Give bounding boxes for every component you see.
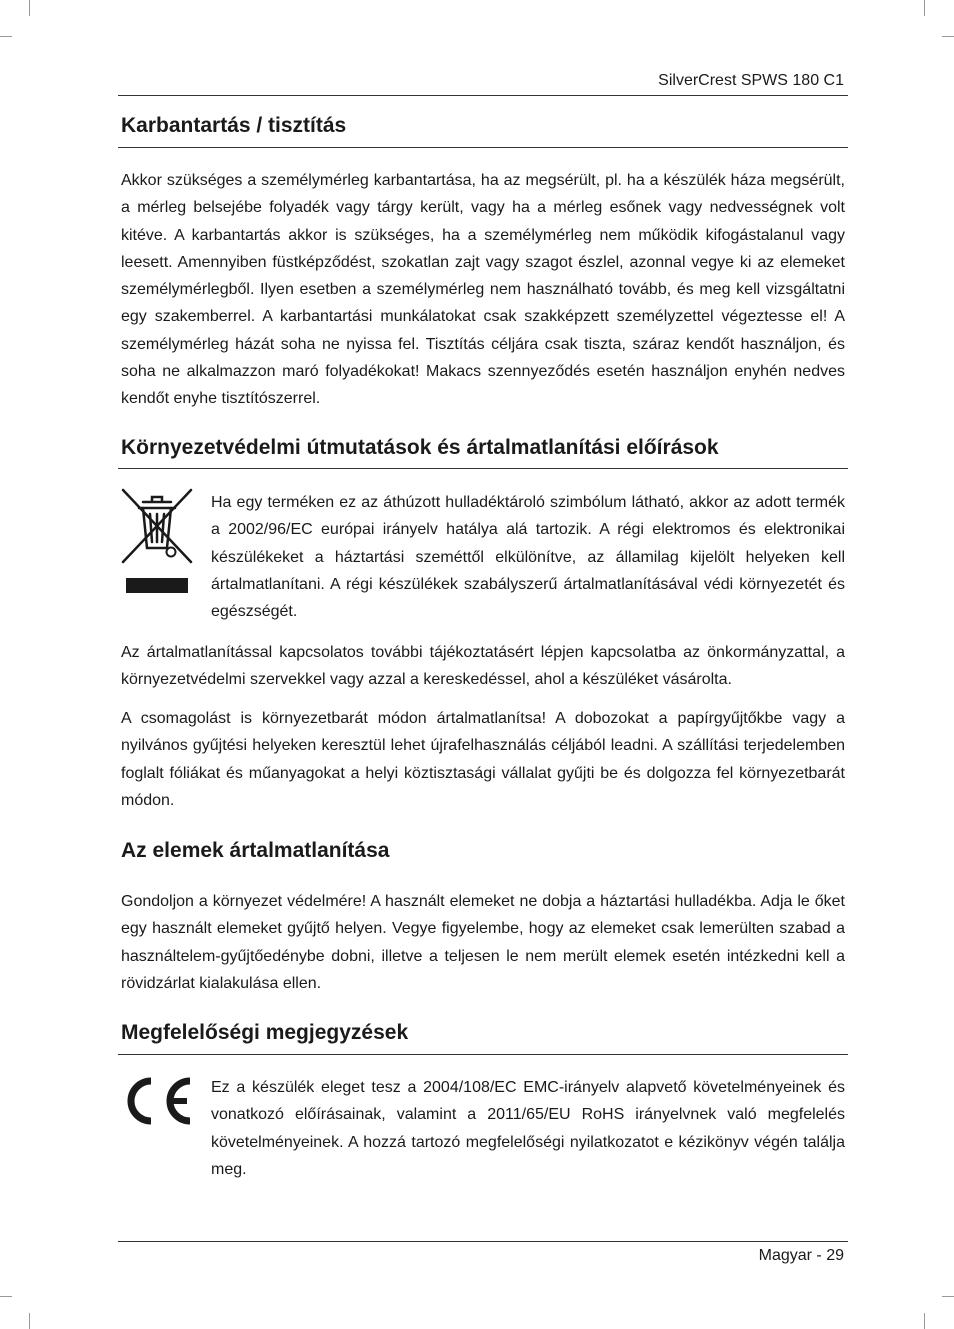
section-heading-maintenance: Karbantartás / tisztítás — [121, 114, 347, 137]
crop-mark — [942, 1296, 954, 1297]
section-rule — [118, 1054, 848, 1055]
crop-mark — [29, 0, 30, 16]
crop-mark — [0, 1296, 12, 1297]
header-model: SilverCrest SPWS 180 C1 — [658, 72, 844, 89]
footer-rule — [118, 1241, 848, 1242]
section-rule — [118, 468, 848, 469]
crop-mark — [924, 1313, 925, 1329]
crossed-out-bin-icon — [119, 486, 195, 598]
batteries-paragraph: Gondoljon a környezet védelmére! A használt elemeket ne dobja a háztartási hulladékba. Adja le őket egy használt elemeket gyűjtő helyen. Vegye figyelembe, hogy az elemeket csak lemerülten szabad a használtelem-gyűjtőedénybe dobni, illetve a teljesen le nem merült elemek esetén intézkedni kell a rövidzárlat kialakulása ellen. — [121, 893, 845, 992]
crop-mark — [924, 0, 925, 16]
weee-paragraph: Ha egy terméken ez az áthúzott hulladéktároló szimbólum látható, akkor az adott termék a 2002/96/EC európai irányelv hatálya alá tartozik. A régi elektromos és elektronikai készülékeket a háztartási szeméttől elkülönítve, az államilag kijelölt helyeken kell ártalmatlanítani. A régi készülékek szabályszerű ártalmatlanításával védi környezetét és egészségét. — [211, 494, 845, 621]
environment-paragraph-2: Az ártalmatlanítással kapcsolatos további tájékoztatásért lépjen kapcsolatba az önkormányzattal, a környezetvédelmi szervekkel vagy azzal a kereskedéssel, ahol a készüléket vásárolta. — [121, 644, 845, 689]
section-heading-conformity: Megfelelőségi megjegyzések — [121, 1021, 409, 1044]
header-rule — [118, 95, 848, 96]
conformity-paragraph: Ez a készülék eleget tesz a 2004/108/EC EMC-irányelv alapvető követelményeinek és vonatkozó előírásainak, valamint a 2011/65/EU RoHS irányelvnek való megfelelés követelményeinek. A hozzá tartozó megfelelőségi nyilatkozatot e kézikönyv végén találja meg. — [211, 1079, 845, 1178]
crop-mark — [29, 1313, 30, 1329]
crop-mark — [942, 36, 954, 37]
page-number: Magyar - 29 — [758, 1247, 844, 1264]
maintenance-paragraph: Akkor szükséges a személymérleg karbantartása, ha az megsérült, pl. ha a készülék háza megsérült, a mérleg belsejébe folyadék vagy tárgy került, vagy ha a mérleg esőnek vagy nedvességnek volt kitéve. A karbantartás akkor is szükséges, ha a személymérleg nem működik kifogástalanul vagy leesett. Amennyiben füstképződést, szokatlan zajt vagy szagot észlel, azonnal vegye ki az elemeket személymérlegből. Ilyen esetben a személymérleg nem használható tovább, és meg kell vizsgáltatni egy szakemberrel. A karbantartási munkálatokat csak szakképzett személyzettel végeztesse el! A személymérleg házát soha ne nyissa fel. Tisztítás céljára csak tiszta, száraz kendőt használjon, és soha ne alkalmazzon maró folyadékokat! Makacs szennyeződés esetén használjon enyhén nedves kendőt enyhe tisztítószerrel. — [121, 172, 845, 408]
section-rule — [118, 147, 848, 148]
environment-paragraph-3: A csomagolást is környezetbarát módon ártalmatlanítsa! A dobozokat a papírgyűjtőkbe vagy a nyilvános gyűjtési helyeken keresztül lehet újrafelhasználás céljából leadni. A szállítási terjedelemben foglalt fóliákat és műanyagokat a helyi köztisztasági vállalat gyűjti be és dolgozza fel környezetbarát módon. — [121, 710, 845, 809]
section-heading-batteries: Az elemek ártalmatlanítása — [121, 839, 390, 862]
ce-mark-icon — [118, 1074, 196, 1128]
crop-mark — [0, 36, 12, 37]
section-heading-environment: Környezetvédelmi útmutatások és ártalmatlanítási előírások — [121, 436, 719, 459]
